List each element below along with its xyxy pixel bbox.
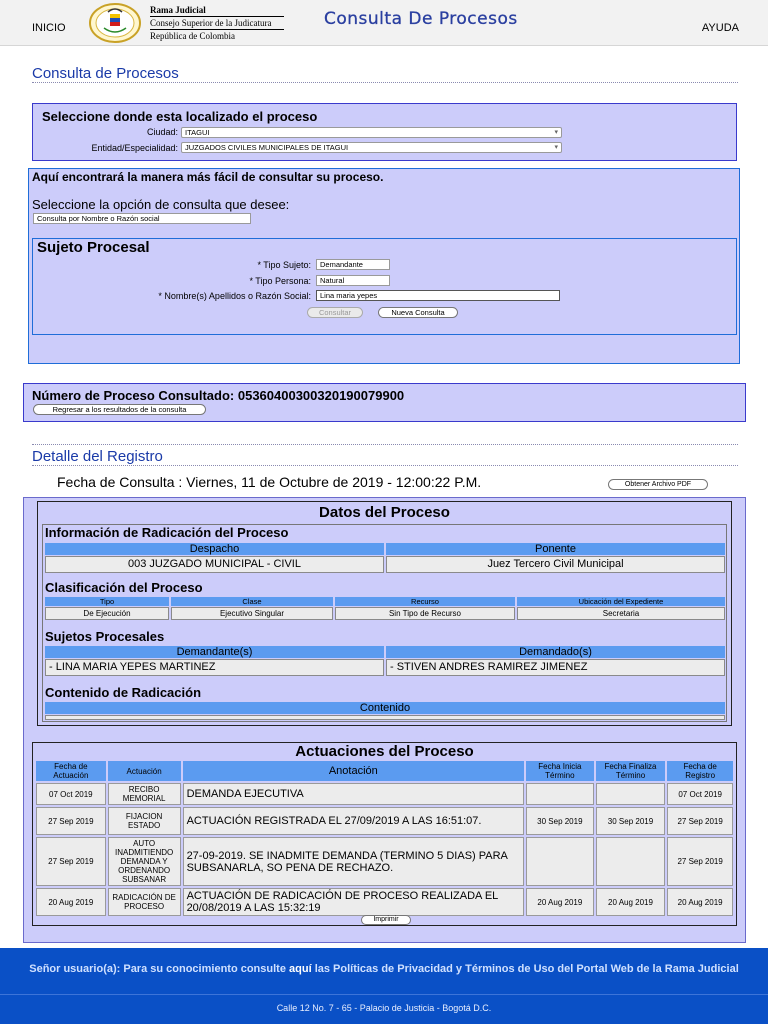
contenido-title: Contenido de Radicación	[45, 685, 202, 700]
numero-proceso-text: Número de Proceso Consultado: 05360400300320190079900	[32, 388, 405, 403]
location-heading: Seleccione donde esta localizado el proceso	[42, 109, 318, 124]
cell-fecha-finaliza: 20 Aug 2019	[596, 888, 666, 916]
table-row	[36, 888, 733, 916]
cell-fecha-finaliza	[596, 783, 666, 805]
ciudad-label: Ciudad:	[146, 127, 178, 137]
consultar-button[interactable]: Consultar	[307, 307, 363, 318]
cell-fecha-inicia	[526, 783, 594, 805]
clasificacion-title: Clasificación del Proceso	[45, 580, 203, 595]
cell-fecha-actuacion: 27 Sep 2019	[36, 837, 106, 886]
nombre-label: * Nombre(s) Apellidos o Razón Social:	[158, 291, 311, 301]
actuaciones-box	[32, 742, 737, 926]
tipo-persona-label: * Tipo Persona:	[249, 276, 311, 286]
privacy-link[interactable]: aquí	[289, 963, 312, 975]
col-fecha-inicia: Fecha Inicia Término	[526, 761, 594, 781]
title-divider	[32, 82, 738, 83]
demandante-header: Demandante(s)	[45, 646, 384, 658]
cell-anotacion: DEMANDA EJECUTIVA	[183, 783, 524, 805]
cell-fecha-actuacion: 27 Sep 2019	[36, 807, 106, 835]
demandante-cell: - LINA MARIA YEPES MARTINEZ	[45, 659, 384, 676]
clas-tipo-cell: De Ejecución	[45, 607, 169, 620]
consulta-title: Consulta de Procesos	[32, 65, 179, 82]
top-header	[0, 0, 768, 46]
clas-ubicacion-cell: Secretaria	[517, 607, 725, 620]
clas-header-recurso: Recurso	[335, 597, 515, 606]
cell-fecha-actuacion: 20 Aug 2019	[36, 888, 106, 916]
option-value: Consulta por Nombre o Razón social	[37, 214, 160, 223]
cell-anotacion: 27-09-2019. SE INADMITE DEMANDA (TERMINO 5 DIAS) PARA SUBSANARLA, SO PENA DE RECHAZO.	[183, 837, 524, 886]
cell-actuacion: AUTO INADMITIENDO DEMANDA Y ORDENANDO SUBSANAR	[108, 837, 181, 886]
clas-clase-cell: Ejecutivo Singular	[171, 607, 333, 620]
cell-fecha-registro: 27 Sep 2019	[667, 807, 733, 835]
ponente-cell: Juez Tercero Civil Municipal	[386, 556, 725, 573]
chevron-down-icon: ▾	[554, 129, 558, 136]
nav-ayuda-link[interactable]: AYUDA	[701, 22, 739, 34]
cell-fecha-registro: 20 Aug 2019	[667, 888, 733, 916]
sujeto-title: Sujeto Procesal	[37, 239, 150, 256]
cell-fecha-finaliza	[596, 837, 666, 886]
search-panel	[28, 168, 740, 364]
cell-actuacion: FIJACION ESTADO	[108, 807, 181, 835]
tipo-persona-value: Natural	[320, 276, 345, 285]
notice-text-pre: Señor usuario(a): Para su conocimiento consulte	[29, 963, 290, 975]
fecha-consulta: Fecha de Consulta : Viernes, 11 de Octubre de 2019 - 12:00:22 P.M.	[57, 474, 482, 490]
detalle-title: Detalle del Registro	[32, 448, 163, 465]
table-row	[36, 837, 733, 886]
sujetos-title: Sujetos Procesales	[45, 629, 165, 644]
cell-actuacion: RECIBO MEMORIAL	[108, 783, 181, 805]
col-fecha-actuacion: Fecha de Actuación	[36, 761, 106, 781]
cell-anotacion: ACTUACIÓN REGISTRADA EL 27/09/2019 A LAS 16:51:07.	[183, 807, 524, 835]
sujeto-procesal-box	[32, 238, 737, 335]
ciudad-select[interactable]	[181, 127, 562, 138]
actuaciones-table	[34, 759, 735, 918]
obtener-pdf-button[interactable]: Obtener Archivo PDF	[608, 479, 708, 490]
entidad-select[interactable]	[181, 142, 562, 153]
cell-fecha-inicia	[526, 837, 594, 886]
cell-actuacion: RADICACIÓN DE PROCESO	[108, 888, 181, 916]
table-row	[36, 783, 733, 805]
cell-fecha-registro: 07 Oct 2019	[667, 783, 733, 805]
chevron-down-icon: ▾	[554, 144, 558, 151]
numero-proceso-panel	[23, 383, 746, 422]
notice-text-post: las Políticas de Privacidad y Términos de Uso del Portal Web de la Rama Judicial	[311, 963, 739, 975]
nav-inicio-link[interactable]: INICIO	[32, 22, 66, 34]
colombia-seal-icon	[88, 2, 142, 44]
cell-fecha-finaliza: 30 Sep 2019	[596, 807, 666, 835]
table-row	[36, 807, 733, 835]
logo-line-2: Consejo Superior de la Judicatura	[150, 18, 272, 28]
tipo-sujeto-label: * Tipo Sujeto:	[257, 260, 311, 270]
despacho-cell: 003 JUZGADO MUNICIPAL - CIVIL	[45, 556, 384, 573]
contenido-header: Contenido	[45, 702, 725, 714]
privacy-notice	[0, 948, 768, 994]
radicacion-title: Información de Radicación del Proceso	[45, 525, 289, 540]
location-panel	[32, 103, 737, 161]
cell-fecha-inicia: 20 Aug 2019	[526, 888, 594, 916]
clas-header-tipo: Tipo	[45, 597, 169, 606]
clas-header-clase: Clase	[171, 597, 333, 606]
entidad-value: JUZGADOS CIVILES MUNICIPALES DE ITAGUI	[185, 143, 349, 152]
rama-judicial-logo-text	[150, 5, 284, 41]
actuaciones-title: Actuaciones del Proceso	[295, 743, 474, 760]
detalle-divider-top	[32, 444, 738, 445]
ciudad-value: ITAGUI	[185, 128, 210, 137]
cell-anotacion: ACTUACIÓN DE RADICACIÓN DE PROCESO REALIZADA EL 20/08/2019 A LAS 15:32:19	[183, 888, 524, 916]
app-title: Consulta De Procesos	[324, 9, 518, 29]
regresar-button[interactable]: Regresar a los resultados de la consulta	[33, 404, 206, 415]
cell-fecha-actuacion: 07 Oct 2019	[36, 783, 106, 805]
cell-fecha-registro: 27 Sep 2019	[667, 837, 733, 886]
cell-fecha-inicia: 30 Sep 2019	[526, 807, 594, 835]
col-fecha-finaliza: Fecha Finaliza Término	[596, 761, 666, 781]
option-label: Seleccione la opción de consulta que desee:	[32, 197, 290, 212]
nueva-consulta-button[interactable]: Nueva Consulta	[378, 307, 458, 318]
ponente-header: Ponente	[386, 543, 725, 555]
detalle-divider	[32, 465, 738, 466]
footer-address: Calle 12 No. 7 - 65 - Palacio de Justicia - Bogotá D.C.	[0, 994, 768, 1024]
col-anotacion: Anotación	[183, 761, 524, 781]
tipo-sujeto-select[interactable]	[316, 259, 390, 270]
clas-header-ubicacion: Ubicación del Expediente	[517, 597, 725, 606]
col-fecha-registro: Fecha de Registro	[667, 761, 733, 781]
consulta-option-select[interactable]	[33, 213, 251, 224]
results-panel	[23, 497, 746, 943]
entidad-label: Entidad/Especialidad:	[91, 143, 178, 153]
datos-proceso-box	[37, 501, 732, 726]
col-actuacion: Actuación	[108, 761, 181, 781]
datos-inner	[42, 524, 727, 722]
despacho-header: Despacho	[45, 543, 384, 555]
search-intro: Aquí encontrará la manera más fácil de consultar su proceso.	[32, 170, 384, 184]
imprimir-button[interactable]: Imprimir	[361, 915, 411, 925]
clas-recurso-cell: Sin Tipo de Recurso	[335, 607, 515, 620]
tipo-sujeto-value: Demandante	[320, 260, 363, 269]
datos-title: Datos del Proceso	[319, 504, 450, 521]
logo-line-1: Rama Judicial	[150, 5, 206, 15]
demandado-cell: - STIVEN ANDRES RAMIREZ JIMENEZ	[386, 659, 725, 676]
nombre-input[interactable]: Lina maria yepes	[316, 290, 560, 301]
tipo-persona-select[interactable]	[316, 275, 390, 286]
logo-line-3: República de Colombia	[150, 31, 235, 41]
contenido-cell	[45, 715, 725, 720]
demandado-header: Demandado(s)	[386, 646, 725, 658]
